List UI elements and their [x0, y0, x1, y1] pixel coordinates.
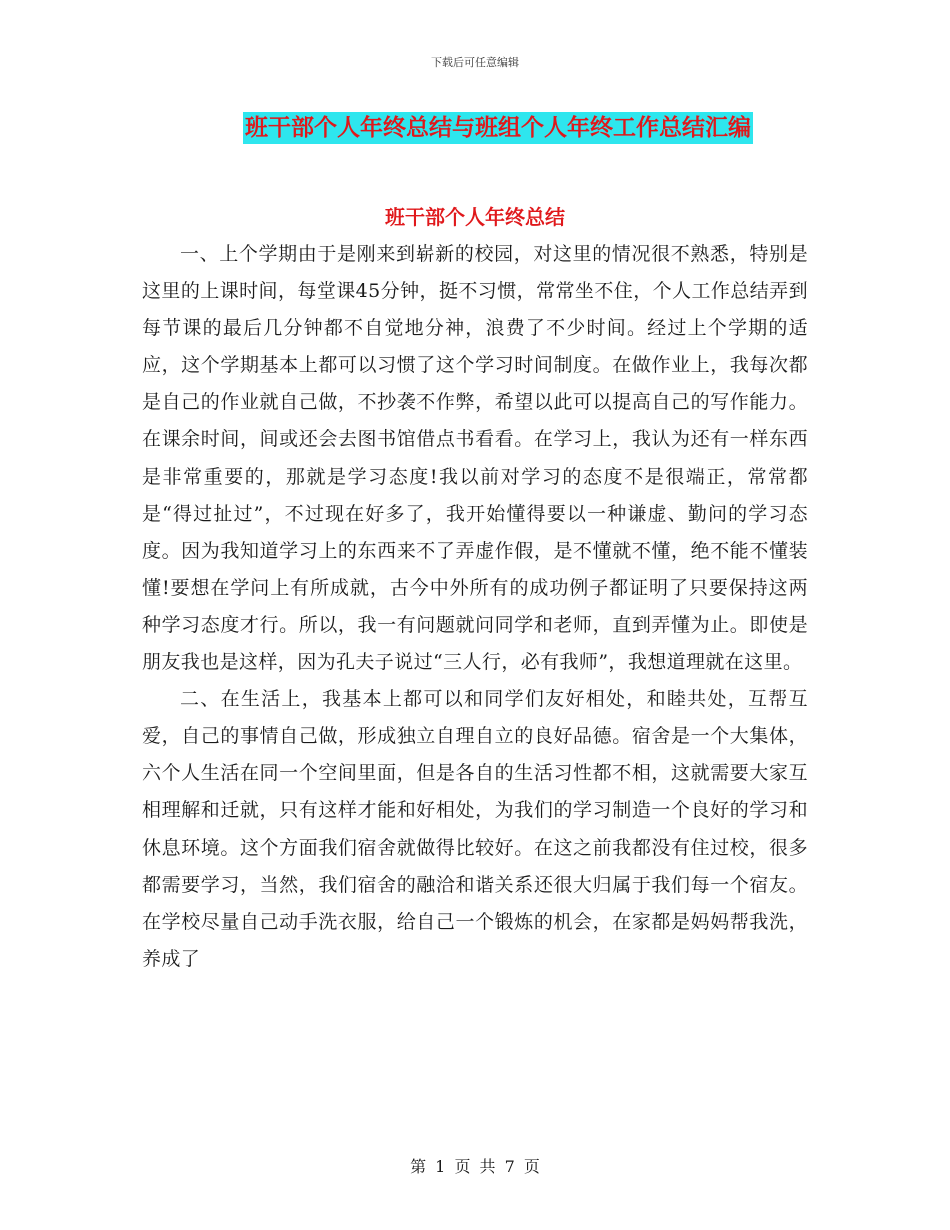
paragraph-2: 二、在生活上，我基本上都可以和同学们友好相处，和睦共处，互帮互爱，自己的事情自己做，形成独立自理自立的良好品德。宿舍是一个大集体，六个人生活在同一个空间里面，但是各自的生活习性都不相，这就需要大家互相理解和迁就，只有这样才能和好相处，为我们的学习制造一个良好的学习和休息环境。这个方面我们宿舍就做得比较好。在这之前我都没有住过校，很多都需要学习，当然，我们宿舍的融洽和谐关系还很大归属于我们每一个宿友。在学校尽量自己动手洗衣服，给自己一个锻炼的机会，在家都是妈妈帮我洗，养成了: [142, 688, 808, 970]
body-text: [142, 236, 808, 978]
header-note: 下载后可任意编辑: [431, 56, 519, 69]
main-title-container: [0, 112, 950, 144]
page-footer: 第 1 页 共 7 页: [410, 1157, 540, 1176]
main-title: 班干部个人年终总结与班组个人年终工作总结汇编: [243, 112, 753, 144]
paragraph-1: 一、上个学期由于是刚来到崭新的校园，对这里的情况很不熟悉，特别是这里的上课时间，每堂课45分钟，挺不习惯，常常坐不住，个人工作总结弄到每节课的最后几分钟都不自觉地分神，浪费了不少时间。经过上个学期的适应，这个学期基本上都可以习惯了这个学习时间制度。在做作业上，我每次都是自己的作业就自己做，不抄袭不作弊，希望以此可以提高自己的写作能力。在课余时间，间或还会去图书馆借点书看看。在学习上，我认为还有一样东西是非常重要的，那就是学习态度!我以前对学习的态度不是很端正，常常都是“得过扯过”，不过现在好多了，我开始懂得要以一种谦虚、勤问的学习态度。因为我知道学习上的东西来不了弄虚作假，是不懂就不懂，绝不能不懂装懂!要想在学问上有所成就，古今中外所有的成功例子都证明了只要保持这两种学习态度才行。所以，我一有问题就问同学和老师，直到弄懂为止。即使是朋友我也是这样，因为孔夫子说过“三人行，必有我师”，我想道理就在这里。: [142, 243, 808, 674]
section-title: 班干部个人年终总结: [385, 205, 565, 229]
